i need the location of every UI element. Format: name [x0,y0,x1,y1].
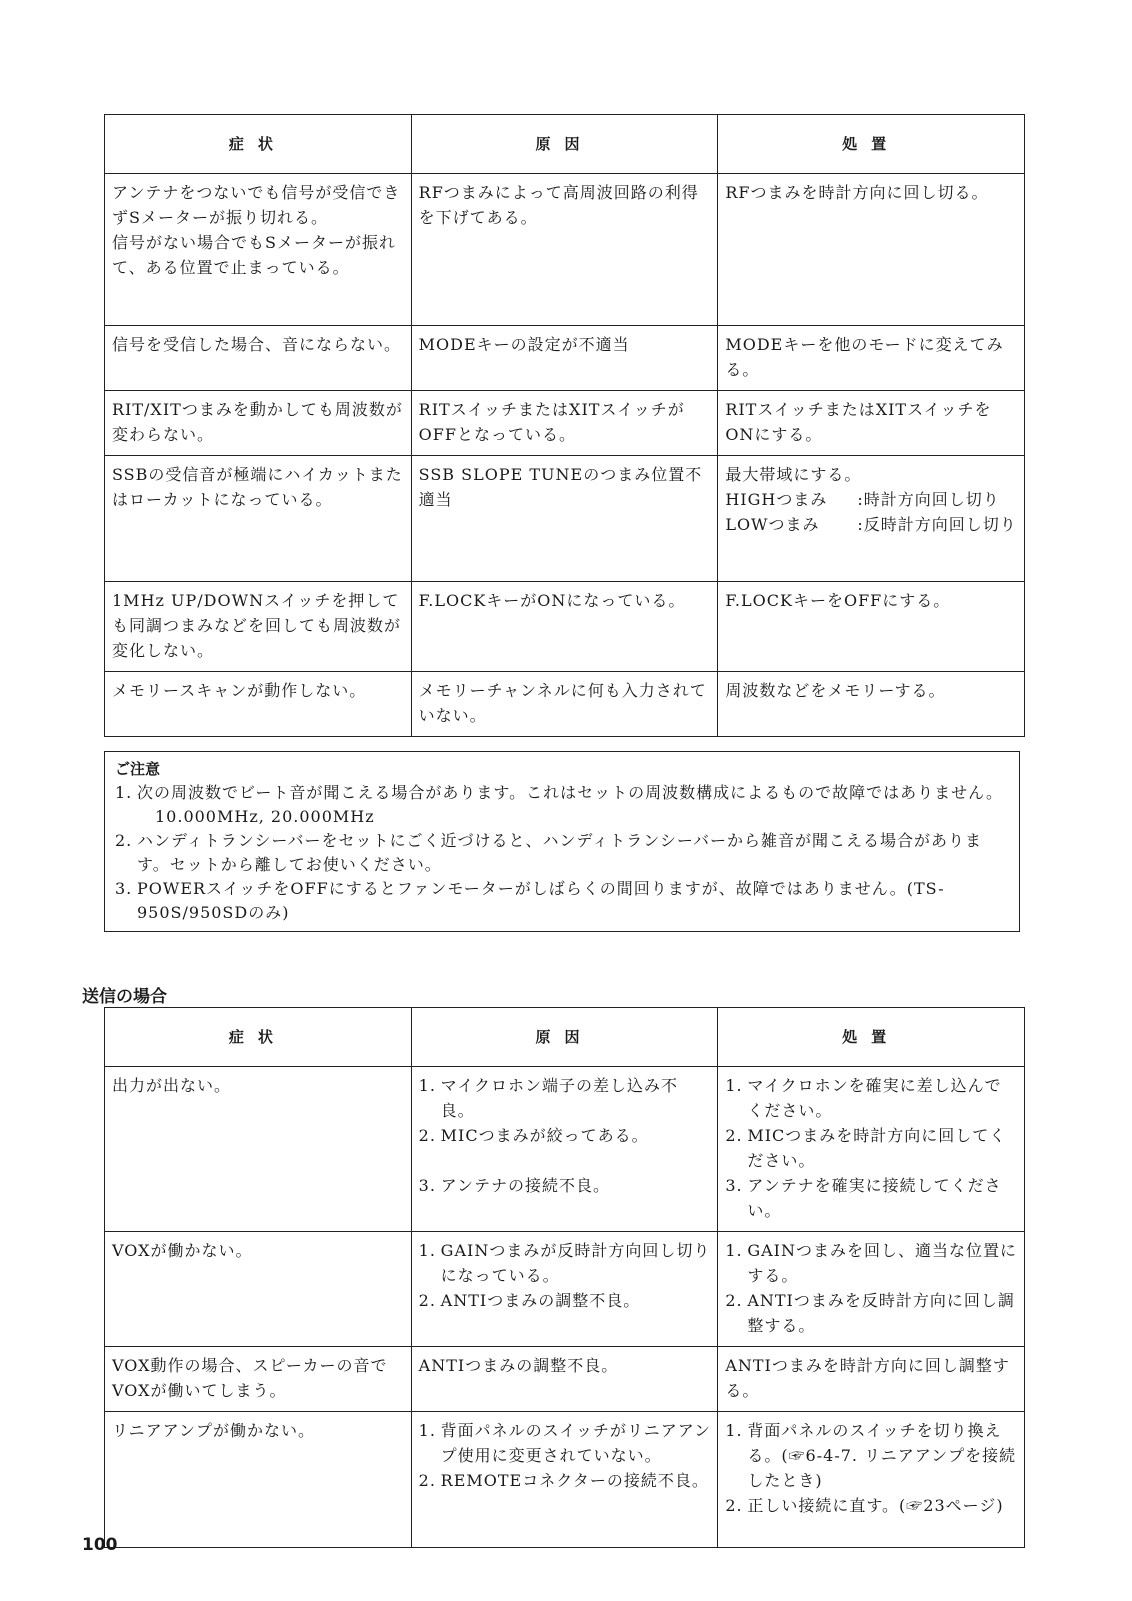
remedy-cell [718,1412,1025,1548]
table-header-row [105,1008,1025,1067]
symptom-text: RIT/XITつまみを動かしても周波数が変わらない。 [112,400,403,444]
symptom-cell [105,582,412,672]
item-text: アンテナの接続不良。 [440,1176,611,1195]
caution-item-number: 1. [115,783,133,802]
caution-item-text: POWERスイッチをOFFにするとファンモーターがしばらくの間回りますが、故障ではありません。(TS-950S/950SDのみ) [137,879,945,922]
caution-item-text: 次の周波数でビート音が聞こえる場合があります。これはセットの周波数構成によるもので故障ではありません。 [137,783,1004,802]
caution-title: ご注意 [115,760,161,778]
header-cause: 原因 [411,1008,718,1067]
cause-item [419,1173,712,1198]
page-number: 100 [82,1535,118,1555]
cause-text: RITスイッチまたはXITスイッチがOFFとなっている。 [418,400,685,444]
item-text: MICつまみが絞ってある。 [440,1126,649,1145]
cause-cell [411,1067,718,1232]
caution-item [115,877,1007,925]
remedy-item [725,1238,1018,1288]
item-number: 1. [725,1076,743,1095]
cause-cell [411,391,718,456]
remedy-item [725,1418,1018,1493]
sub-key: HIGHつまみ [725,490,828,509]
table-row [105,582,1025,672]
symptom-cell [105,1412,412,1548]
item-number: 1. [725,1241,743,1260]
remedy-cell [718,174,1025,326]
cause-cell [411,1232,718,1347]
section-title: 送信の場合 [82,987,167,1007]
cause-cell [411,582,718,672]
remedy-text: 最大帯域にする。 [725,465,862,484]
table-row [105,174,1025,326]
cause-item [419,1123,712,1148]
remedy-cell [718,391,1025,456]
item-number: 3. [725,1176,743,1195]
remedy-text: RFつまみを時計方向に回し切る。 [725,183,989,202]
caution-box [104,751,1020,932]
item-text: GAINつまみが反時計方向回し切りになっている。 [440,1241,711,1285]
spacer [419,1148,712,1173]
remedy-text: 周波数などをメモリーする。 [725,681,946,700]
receive-troubleshooting-table [104,114,1025,737]
remedy-item [725,1173,1018,1223]
cause-item [419,1073,712,1123]
remedy-item [725,1493,1018,1518]
symptom-cell [105,1232,412,1347]
item-text: 背面パネルのスイッチがリニアアンプ使用に変更されていない。 [440,1421,712,1465]
item-number: 2. [418,1126,436,1145]
remedy-text: RITスイッチまたはXITスイッチをONにする。 [725,400,992,444]
symptom-cell [105,1347,412,1412]
item-number: 3. [418,1176,436,1195]
remedy-cell [718,456,1025,582]
table-row [105,1347,1025,1412]
caution-frequencies: 10.000MHz, 20.000MHz [155,807,375,826]
cause-item [419,1238,712,1288]
item-text: REMOTEコネクターの接続不良。 [440,1471,709,1490]
remedy-cell [718,672,1025,737]
item-number: 2. [725,1291,743,1310]
header-cause: 原因 [411,115,718,174]
remedy-cell [718,1232,1025,1347]
remedy-cell [718,1347,1025,1412]
caution-item [115,781,1007,805]
remedy-text: ANTIつまみを時計方向に回し調整する。 [725,1356,1010,1400]
remedy-item [725,1123,1018,1173]
cause-cell [411,672,718,737]
remedy-text: F.LOCKキーをOFFにする。 [725,591,951,610]
header-symptom: 症状 [105,115,412,174]
sub-value: :反時計方向回し切り [857,515,1017,534]
remedy-item [725,1288,1018,1338]
table-row [105,326,1025,391]
cause-item [419,1418,712,1468]
table-row [105,1232,1025,1347]
item-number: 2. [725,1496,743,1515]
symptom-cell [105,672,412,737]
caution-item [115,829,1007,877]
item-number: 1. [418,1241,436,1260]
cause-text: メモリーチャンネルに何も入力されていない。 [418,681,707,725]
header-symptom: 症状 [105,1008,412,1067]
cause-text: F.LOCKキーがONになっている。 [418,591,686,610]
remedy-sub-item [725,512,1018,537]
sub-key: LOWつまみ [725,515,820,534]
item-text: マイクロホン端子の差し込み不良。 [440,1076,679,1120]
cause-cell [411,174,718,326]
symptom-cell [105,326,412,391]
symptom-cell [105,1067,412,1232]
table-header-row [105,115,1025,174]
item-number: 1. [418,1076,436,1095]
item-text: 正しい接続に直す。(☞23ページ) [747,1496,1004,1515]
cause-cell [411,456,718,582]
header-remedy: 処置 [718,1008,1025,1067]
item-text: マイクロホンを確実に差し込んでください。 [747,1076,1002,1120]
sub-value: :時計方向回し切り [857,490,1000,509]
caution-item-text: ハンディトランシーバーをセットにごく近づけると、ハンディトランシーバーから雑音が聞こえる場合があります。セットから離してお使いください。 [137,831,983,874]
item-number: 2. [418,1471,436,1490]
cause-cell [411,1412,718,1548]
remedy-item [725,1073,1018,1123]
remedy-cell [718,582,1025,672]
header-remedy: 処置 [718,115,1025,174]
cause-cell [411,326,718,391]
symptom-text: VOX動作の場合、スピーカーの音でVOXが働いてしまう。 [112,1356,388,1400]
item-text: ANTIつまみを反時計方向に回し調整する。 [747,1291,1015,1335]
symptom-text: VOXが働かない。 [112,1241,253,1260]
symptom-text: 出力が出ない。 [112,1076,232,1095]
table-row [105,391,1025,456]
item-number: 2. [725,1126,743,1145]
symptom-cell [105,174,412,326]
remedy-cell [718,1067,1025,1232]
cause-text: MODEキーの設定が不適当 [418,335,630,354]
symptom-text: 信号を受信した場合、音にならない。 [112,335,402,354]
symptom-cell [105,391,412,456]
remedy-cell [718,326,1025,391]
table-row [105,1412,1025,1548]
symptom-text: 1MHz UP/DOWNスイッチを押しても同調つまみなどを回しても周波数が変化しない。 [112,591,402,660]
item-number: 2. [418,1291,436,1310]
item-text: GAINつまみを回し、適当な位置にする。 [747,1241,1017,1285]
remedy-text: MODEキーを他のモードに変えてみる。 [725,335,1004,379]
table-row [105,456,1025,582]
symptom-text: メモリースキャンが動作しない。 [112,681,367,700]
item-text: ANTIつまみの調整不良。 [440,1291,641,1310]
caution-item-number: 2. [115,831,133,850]
remedy-sub-item [725,487,1018,512]
item-number: 1. [725,1421,743,1440]
table-row [105,672,1025,737]
cause-text: SSB SLOPE TUNEのつまみ位置不適当 [418,465,703,509]
cause-item [419,1288,712,1313]
symptom-text: リニアアンプが働かない。 [112,1421,316,1440]
symptom-cell [105,456,412,582]
transmit-troubleshooting-table [104,1007,1025,1548]
item-text: MICつまみを時計方向に回してください。 [747,1126,1007,1170]
caution-item-number: 3. [115,879,133,898]
cause-text: ANTIつまみの調整不良。 [418,1356,619,1375]
item-text: 背面パネルのスイッチを切り換える。(☞6-4-7. リニアアンプを接続したとき) [747,1421,1017,1490]
item-number: 1. [418,1421,436,1440]
item-text: アンテナを確実に接続してください。 [747,1176,1002,1220]
table-row [105,1067,1025,1232]
symptom-text: アンテナをつないでも信号が受信できずSメーターが振り切れる。 信号がない場合でもSメーターが振れて、ある位置で止まっている。 [112,183,401,277]
cause-item [419,1468,712,1493]
cause-cell [411,1347,718,1412]
symptom-text: SSBの受信音が極端にハイカットまたはローカットになっている。 [112,465,403,509]
cause-text: RFつまみによって高周波回路の利得を下げてある。 [418,183,699,227]
